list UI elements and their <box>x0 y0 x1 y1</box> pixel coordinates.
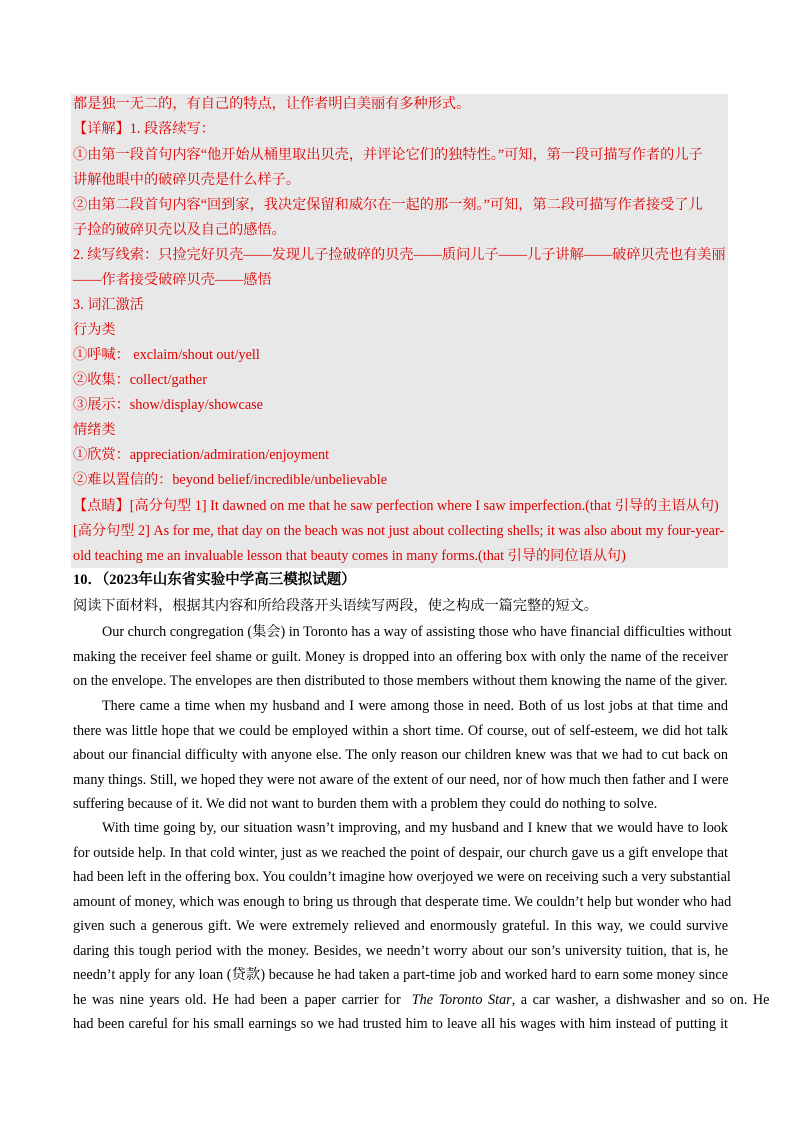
text-line: With time going by, our situation wasn’t improving, and my husband and I knew that we would have to look <box>102 820 728 836</box>
text-line: many things. Still, we hoped they were not aware of the extent of our need, nor of how much then father and I were <box>73 771 729 788</box>
text-line: needn’t apply for any loan (贷款) because he had taken a part-time job and worked hard to earn some money since <box>73 967 728 983</box>
answer-line: 3. 词汇激活 <box>73 297 144 313</box>
text-line: Our church congregation (集会) in Toronto has a way of assisting those who have financial difficulties without <box>102 624 732 640</box>
text-line: had been careful for his small earnings so we had trusted him to leave all his wages with him instead of putting it <box>73 1016 728 1032</box>
text-fragment: , a car washer, a dishwasher and so on. He <box>511 991 770 1008</box>
answer-detail-heading: 【详解】1. 段落续写： <box>73 121 215 137</box>
text-line: about our financial difficulty with anyone else. The only reason our children knew was that we had to cut back on <box>73 747 728 763</box>
passage-paragraph-2 <box>73 694 728 817</box>
text-line: suffering because of it. We did not want to burden them with a problem they could do nothing to solve. <box>73 796 658 812</box>
text-line: making the receiver feel shame or guilt. Money is dropped into an offering box with only the name of the receiver <box>73 648 728 665</box>
answer-line: ②收集：collect/gather <box>73 372 207 388</box>
text-line: for outside help. In that cold winter, just as we reached the point of despair, our church gave us a gift envelope that <box>73 844 728 861</box>
text-fragment: he was nine years old. He had been a paper carrier for <box>73 991 401 1008</box>
question-title: 10．（2023年山东省实验中学高三模拟试题） <box>73 572 356 588</box>
answer-line: 讲解他眼中的破碎贝壳是什么样子。 <box>73 172 301 188</box>
answer-line: ③展示：show/display/showcase <box>73 397 263 413</box>
answer-line: 子捡的破碎贝壳以及自己的感悟。 <box>73 222 286 238</box>
answer-line: ①呼喊： exclaim/shout out/yell <box>73 347 260 363</box>
answer-line: ②难以置信的：beyond belief/incredible/unbelievable <box>73 472 388 488</box>
answer-line: 2. 续写线索：只捡完好贝壳——发现儿子捡破碎的贝壳——质问儿子——儿子讲解——破碎贝壳也有美丽 <box>73 247 726 263</box>
text-line: daring this tough period with the money. Besides, we needn’t worry about our son’s university tuition, that is, he <box>73 942 728 959</box>
text-line: There came a time when my husband and I were among those in need. Both of us lost jobs at that time and <box>102 698 728 714</box>
passage-paragraph-1 <box>73 620 732 694</box>
text-line: had been left in the offering box. You couldn’t imagine how overjoyed we were on receiving such a very substantial <box>73 869 731 885</box>
text-line: on the envelope. The envelopes are then distributed to those members without them knowing the name of the giver. <box>73 673 728 689</box>
text-line: there was little hope that we could be employed within a short time. Of course, out of self-esteem, we did hot talk <box>73 722 728 739</box>
answer-tip-line: 【点睛】[高分句型 1] It dawned on me that he saw perfection where I saw imperfection.(that 引导的主语从句) <box>73 498 719 514</box>
answer-line: ①欣赏：appreciation/admiration/enjoyment <box>73 447 330 463</box>
answer-tip-line: [高分句型 2] As for me, that day on the beach was not just about collecting shells; it was also about my four-year- <box>73 523 725 539</box>
newspaper-title: The Toronto Star <box>411 991 512 1008</box>
text-line <box>73 988 770 1013</box>
answer-line: 情绪类 <box>73 422 116 438</box>
answer-line: 都是独一无二的，有自己的特点，让作者明白美丽有多种形式。 <box>73 96 471 112</box>
passage-paragraph-3 <box>73 816 770 1037</box>
answer-line: ②由第二段首句内容“回到家，我决定保留和威尔在一起的那一刻。”可知，第二段可描写作者接受了儿 <box>73 197 703 213</box>
answer-line: ——作者接受破碎贝壳——感悟 <box>73 272 272 288</box>
question-instruction: 阅读下面材料，根据其内容和所给段落开头语续写两段，使之构成一篇完整的短文。 <box>73 598 598 614</box>
answer-line: 行为类 <box>73 322 116 338</box>
answer-line: ①由第一段首句内容“他开始从桶里取出贝壳，并评论它们的独特性。”可知，第一段可描写作者的儿子 <box>73 147 703 163</box>
answer-tip-line: old teaching me an invaluable lesson that beauty comes in many forms.(that 引导的同位语从句) <box>73 548 626 564</box>
text-line: given such a generous gift. We were extremely relieved and enormously grateful. In this way, we could survive <box>73 918 728 934</box>
text-line: amount of money, which was enough to bring us through that desperate time. We couldn’t help but wonder who had <box>73 893 732 910</box>
